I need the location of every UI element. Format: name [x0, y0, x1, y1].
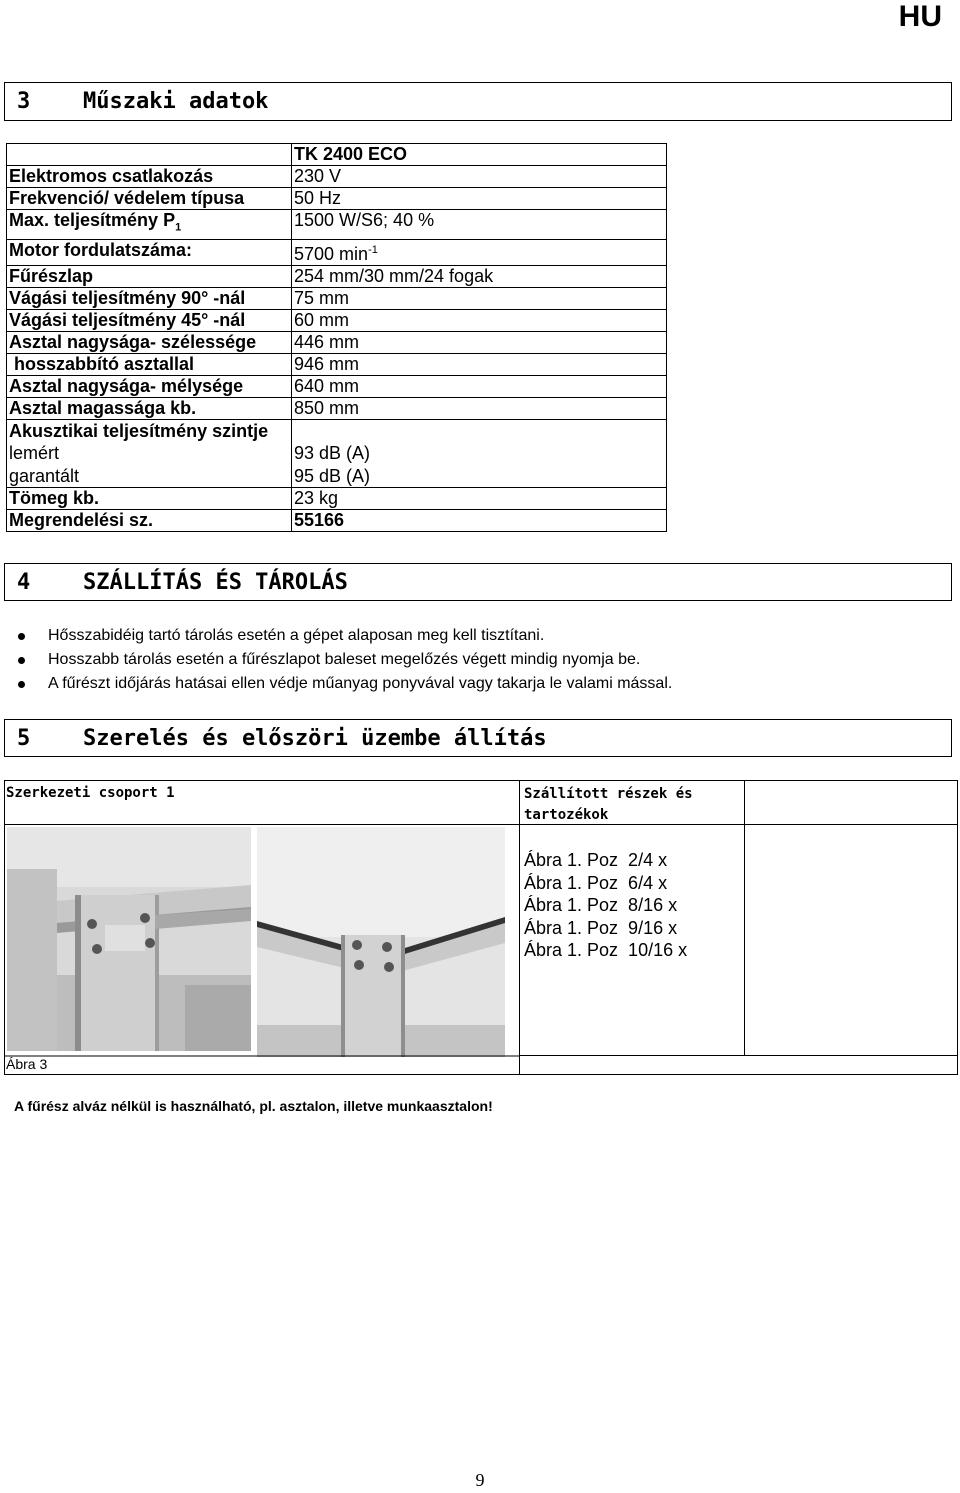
- section-4-heading: [4, 563, 952, 601]
- spec-label: Asztal nagysága- mélysége: [7, 375, 292, 397]
- table-row: [7, 375, 667, 397]
- group-label: Szerkezeti csoport 1: [6, 785, 175, 801]
- spec-value: 60 mm: [292, 309, 667, 331]
- group-header-cell: [4, 780, 520, 825]
- table-row: [7, 309, 667, 331]
- section-title: Szerelés és előszöri üzembe állítás: [83, 725, 547, 751]
- spec-value: 50 Hz: [292, 188, 667, 210]
- spec-value: 850 mm: [292, 397, 667, 419]
- table-row: [7, 239, 667, 265]
- table-row: [7, 188, 667, 210]
- spec-value: 23 kg: [292, 488, 667, 510]
- list-item: Ábra 1. Poz 10/16 x: [524, 940, 688, 960]
- spec-label: Asztal nagysága- szélessége: [7, 331, 292, 353]
- spec-label: Megrendelési sz.: [7, 510, 292, 532]
- table-row: [7, 166, 667, 188]
- table-row: [7, 419, 667, 488]
- acoustic-values: 93 dB (A) 95 dB (A): [292, 419, 667, 488]
- spec-value: 254 mm/30 mm/24 fogak: [292, 265, 667, 287]
- table-row: [7, 210, 667, 240]
- list-item: Ábra 1. Poz 9/16 x: [524, 917, 678, 938]
- figure-label: Ábra 3: [6, 1056, 48, 1072]
- table-row: [7, 353, 667, 375]
- parts-header-cell: [519, 780, 745, 825]
- spec-value: 946 mm: [292, 353, 667, 375]
- section-number: 5: [17, 725, 31, 751]
- spec-value: 75 mm: [292, 287, 667, 309]
- language-code: HU: [898, 0, 942, 33]
- list-item: Hősszabidéig tartó tárolás esetén a gépet alaposan meg kell tisztítani.: [18, 624, 672, 648]
- right-photo: [257, 827, 505, 1057]
- assembly-group-table: [4, 780, 958, 1075]
- model-name: TK 2400 ECO: [292, 144, 667, 166]
- spec-label: Elektromos csatlakozás: [7, 166, 292, 188]
- section-3-heading: [4, 82, 952, 121]
- empty-cell: [744, 824, 958, 1056]
- figure-label-cell: [4, 1055, 958, 1075]
- table-row: [7, 488, 667, 510]
- table-row: [7, 265, 667, 287]
- spec-value: 230 V: [292, 166, 667, 188]
- spec-label: Tömeg kb.: [7, 488, 292, 510]
- spec-label: Asztal magassága kb.: [7, 397, 292, 419]
- spec-value: 446 mm: [292, 331, 667, 353]
- technical-data-table: [6, 143, 667, 532]
- spec-label: Fűrészlap: [7, 265, 292, 287]
- bullet-icon: [18, 633, 25, 640]
- spec-value: 640 mm: [292, 375, 667, 397]
- parts-list-cell: [519, 824, 745, 1056]
- section-title: SZÁLLÍTÁS ÉS TÁROLÁS: [83, 569, 348, 595]
- section-number: 4: [17, 569, 31, 595]
- spec-label: Vágási teljesítmény 90° -nál: [7, 287, 292, 309]
- photo-cell: [4, 824, 520, 1075]
- list-item: Ábra 1. Poz 2/4 x: [524, 850, 668, 870]
- spec-value: 1500 W/S6; 40 %: [292, 210, 667, 240]
- table-row: [7, 331, 667, 353]
- bullet-icon: [18, 657, 25, 664]
- acoustic-label: Akusztikai teljesítmény szintje lemért garantált: [7, 419, 292, 488]
- spec-label: Frekvenció/ védelem típusa: [7, 188, 292, 210]
- list-item: A fűrészt időjárás hatásai ellen védje műanyag ponyvával vagy takarja le valami mással.: [18, 672, 672, 696]
- table-row: [7, 397, 667, 419]
- spec-label: Max. teljesítmény $P_1$: [7, 210, 292, 240]
- list-item: Ábra 1. Poz 8/16 x: [524, 895, 678, 915]
- section-number: 3: [17, 89, 31, 114]
- parts-list: [520, 825, 744, 962]
- parts-header: Szállított részek és tartozékok: [524, 786, 693, 823]
- frame-assembly-photo: [5, 825, 520, 1075]
- empty-header-cell: [744, 780, 958, 825]
- order-number: 55166: [292, 510, 667, 532]
- left-photo: [7, 827, 251, 1051]
- list-item: Hosszabb tárolás esetén a fűrészlapot baleset megelőzés végett mindig nyomja be.: [18, 648, 672, 672]
- list-item: Ábra 1. Poz 6/4 x: [524, 872, 668, 893]
- page-number: 9: [475, 1470, 485, 1490]
- section-title: Műszaki adatok: [83, 89, 269, 114]
- spec-label: Vágási teljesítmény 45° -nál: [7, 309, 292, 331]
- table-row: [7, 510, 667, 532]
- bullet-icon: [18, 681, 25, 688]
- spec-label: Motor fordulatszáma:: [7, 239, 292, 265]
- table-row: [7, 144, 667, 166]
- storage-bullet-list: [18, 624, 672, 696]
- section-5-heading: [4, 719, 952, 757]
- usage-note: A fűrész alváz nélkül is használható, pl. asztalon, illetve munkaasztalon!: [14, 1098, 493, 1114]
- table-row: [7, 287, 667, 309]
- spec-value: 5700 $\min^{-1}$: [292, 239, 667, 265]
- spec-label: hosszabbító asztallal: [7, 353, 292, 375]
